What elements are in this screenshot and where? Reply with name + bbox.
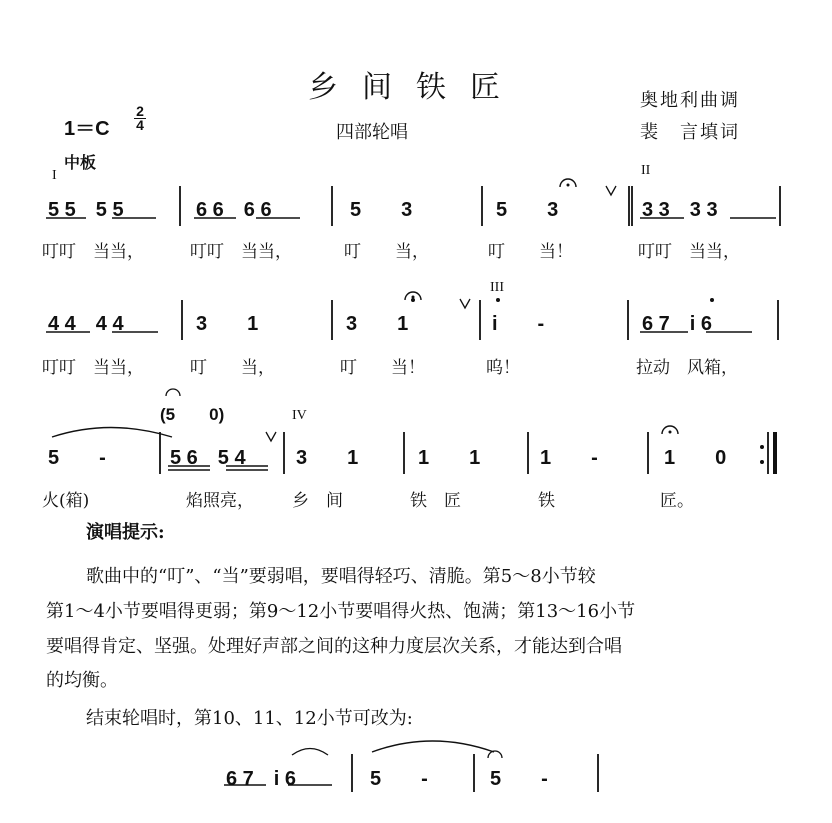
part-marker-1: I: [52, 168, 57, 183]
tie-line3: [52, 428, 172, 438]
tempo-marking: 中板: [64, 153, 97, 172]
line3-lyric5: 铁: [538, 491, 555, 511]
line3-measure5: 1 -: [540, 447, 598, 469]
line2-lyric3: 叮 当！: [340, 358, 425, 378]
part-marker-2: II: [641, 163, 651, 178]
line2-barlines: [182, 300, 778, 340]
breath-mark-line2: [460, 299, 470, 308]
line3-ossia: (5 0): [160, 405, 225, 424]
line2-lyric5: 拉动 风箱，: [636, 358, 738, 378]
time-signature-bottom: 4: [136, 117, 144, 133]
time-signature-top: 2: [136, 103, 144, 119]
breath-mark-line1: [606, 186, 616, 195]
lyrics-credit: 裴 言填词: [640, 122, 740, 143]
line3-measure6: 1 0: [664, 447, 727, 469]
line1-lyric5: 叮叮 当当，: [638, 242, 740, 262]
repeat-dot-2: [760, 460, 764, 464]
ending-measure1: 6 7 i 6: [226, 768, 297, 790]
line3-measure3: 3 1: [296, 447, 359, 469]
line1-barlines: [180, 186, 780, 226]
line1-measure4: 5 3: [496, 199, 559, 221]
line2-measure4: i -: [492, 313, 545, 335]
line3-measure2: 5 6 5 4: [170, 447, 246, 469]
line1-lyric2: 叮叮 当当，: [190, 242, 292, 262]
line1-lyric3: 叮 当，: [344, 242, 429, 262]
line1-measure1: 5 5 5 5: [48, 199, 124, 221]
line1-lyric4: 叮 当！: [488, 242, 573, 262]
line3-barlines: [160, 432, 775, 474]
line1-measure3: 5 3: [350, 199, 413, 221]
ending-measure2: 5 -: [370, 768, 428, 790]
ending-barlines: [352, 754, 598, 792]
line3-measure1: 5 -: [48, 447, 106, 469]
ending-slur-1: [292, 749, 328, 756]
line1-measure5: 3 3 3 3: [642, 199, 718, 221]
notes-line-2: 第1～4小节要唱得更弱；第9～12小节要唱得火热、饱满；第13～16小节: [46, 601, 636, 622]
notes-line-4: 的均衡。: [46, 670, 118, 691]
line2-measure5: 6 7 i 6: [642, 313, 713, 335]
line3-underlines: [168, 466, 268, 470]
key-signature: 1＝C: [64, 118, 110, 140]
notes-heading: 演唱提示:: [86, 522, 165, 543]
line1-measure2: 6 6 6 6: [196, 199, 272, 221]
line2-measure1: 4 4 4 4: [48, 313, 124, 335]
notes-line-3: 要唱得肯定、坚强。处理好声部之间的这种力度层次关系，才能达到合唱: [46, 636, 622, 657]
ending-intro: 结束轮唱时，第10、11、12小节可改为:: [86, 708, 413, 729]
ending-fermata: [488, 751, 502, 758]
song-subtitle: 四部轮唱: [336, 122, 408, 143]
line3-lyric3: 乡 间: [292, 491, 343, 511]
line3-lyric2: 焰照亮，: [186, 491, 254, 511]
part-marker-3: III: [490, 280, 504, 295]
line3-lyric4: 铁 匠: [410, 491, 461, 511]
music-credit: 奥地利曲调: [640, 90, 740, 111]
line3-measure4: 1 1: [418, 447, 481, 469]
line2-lyric2: 叮 当，: [190, 358, 275, 378]
line2-measure2: 3 1: [196, 313, 259, 335]
line2-lyric4: 呜！: [486, 358, 520, 378]
ending-tie-2: [372, 741, 494, 752]
breath-mark-line3: [266, 432, 276, 441]
line2-measure3: 3 1: [346, 313, 409, 335]
line2-lyric1: 叮叮 当当，: [42, 358, 144, 378]
line1-lyric1: 叮叮 当当，: [42, 242, 144, 262]
ossia-fermata: [166, 389, 180, 396]
song-title: 乡间铁匠: [308, 70, 524, 105]
part-marker-4: IV: [292, 408, 307, 423]
high-octave-dot: [411, 298, 415, 302]
repeat-dot-1: [760, 445, 764, 449]
line3-lyric1: 火(箱): [42, 491, 90, 511]
notes-line-1: 歌曲中的“叮”、“当”要弱唱，要唱得轻巧、清脆。第5～8小节较: [86, 566, 596, 587]
ending-measure3: 5 -: [490, 768, 548, 790]
line3-lyric6: 匠。: [660, 491, 694, 511]
